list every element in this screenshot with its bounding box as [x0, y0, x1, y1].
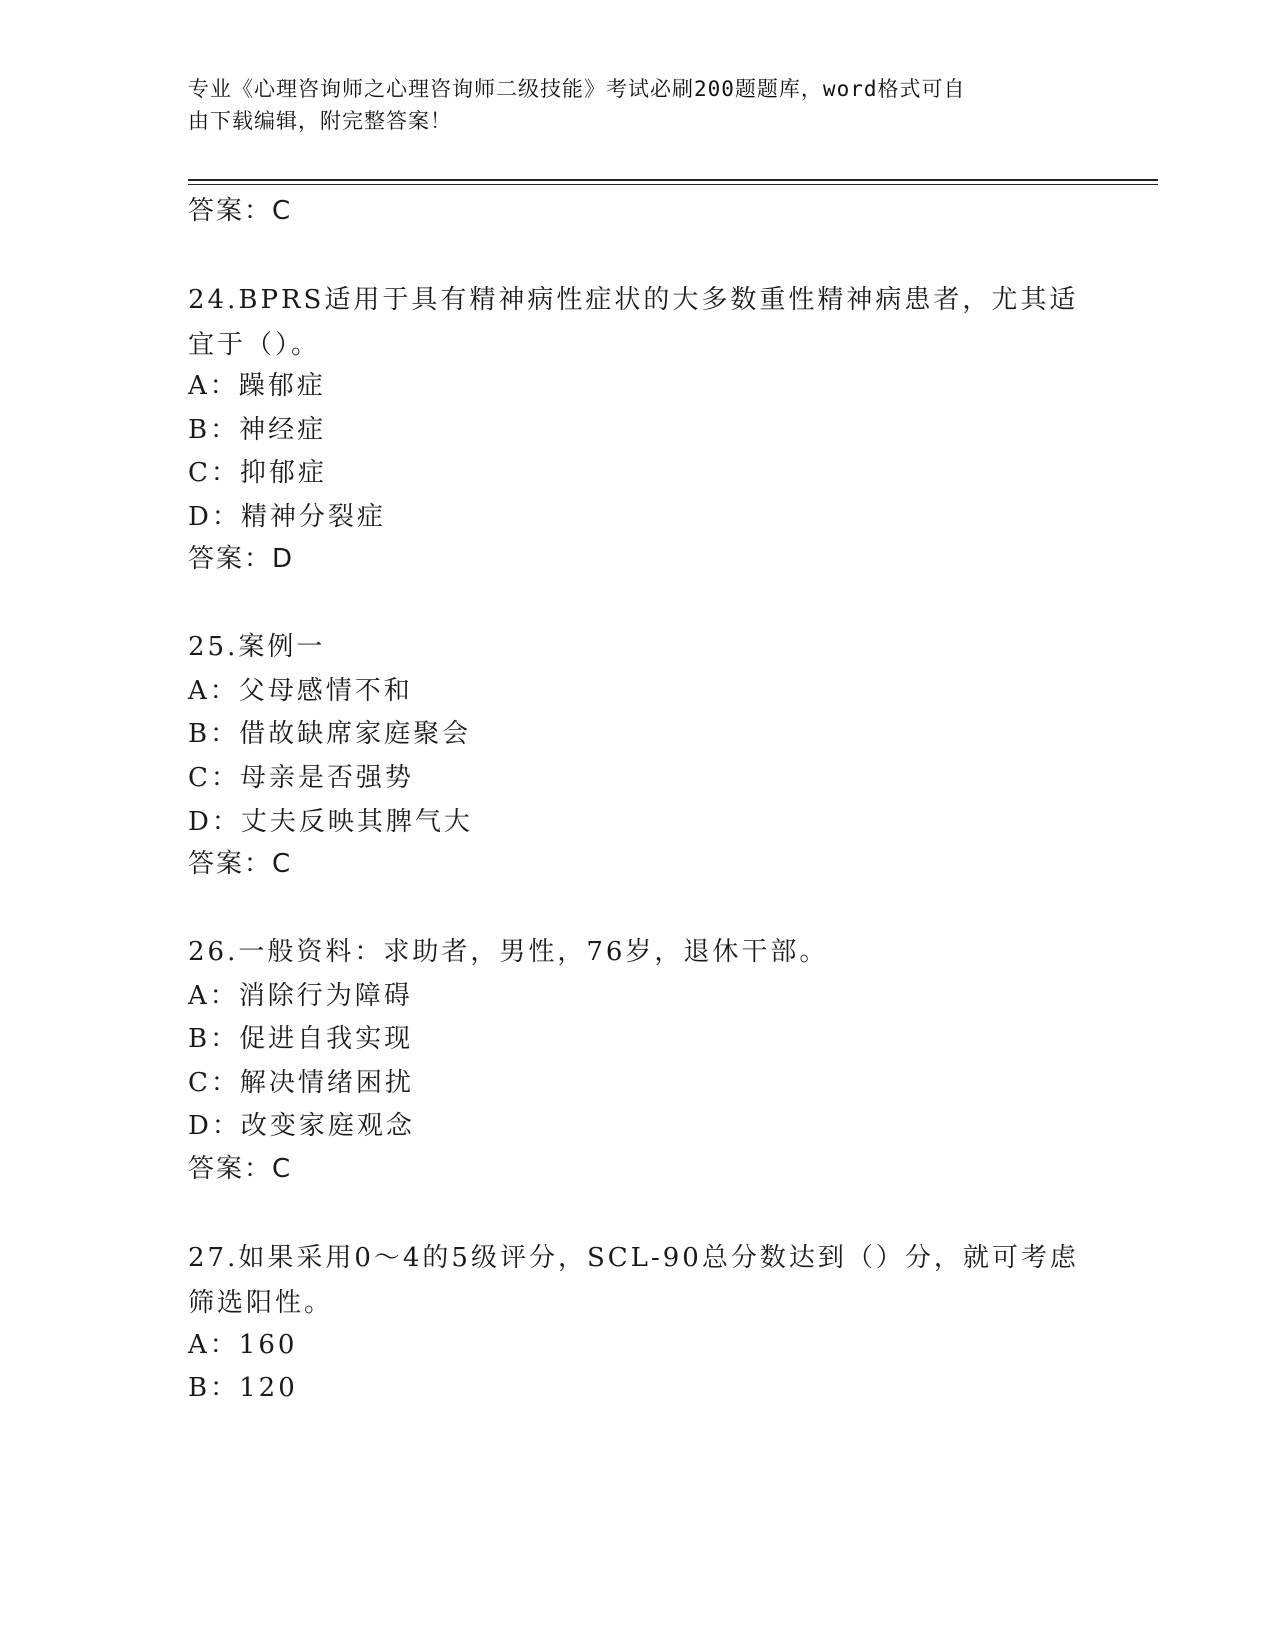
- header-rule-thin: [188, 184, 1158, 185]
- option-c: C：解决情绪困扰: [188, 1068, 414, 1098]
- option-d: D：丈夫反映其脾气大: [188, 807, 473, 837]
- option-b: B：借故缺席家庭聚会: [188, 719, 472, 749]
- option-b: B：120: [188, 1373, 298, 1403]
- header-rule-thick: [188, 179, 1158, 181]
- option-b: B：促进自我实现: [188, 1024, 414, 1054]
- option-a: A：躁郁症: [188, 371, 326, 401]
- answer-line: 答案：C: [188, 196, 293, 226]
- question-text: 25.案例一: [188, 632, 326, 662]
- option-a: A：消除行为障碍: [188, 981, 413, 1011]
- document-header: [188, 73, 1088, 137]
- answer-line: 答案：D: [188, 544, 295, 574]
- option-d: D：精神分裂症: [188, 502, 386, 532]
- option-d: D：改变家庭观念: [188, 1111, 415, 1141]
- option-a: A：160: [188, 1330, 298, 1360]
- question-text: 27.如果采用0～4的5级评分，SCL-90总分数达到（）分，就可考虑筛选阳性。: [188, 1243, 1079, 1318]
- option-c: C：母亲是否强势: [188, 763, 414, 793]
- header-line-1: 专业《心理咨询师之心理咨询师二级技能》考试必刷200题题库，word格式可自: [188, 77, 966, 101]
- answer-line: 答案：C: [188, 849, 293, 879]
- answer-line: 答案：C: [188, 1154, 293, 1184]
- question-text: 24.BPRS适用于具有精神病性症状的大多数重性精神病患者，尤其适宜于（）。: [188, 285, 1079, 360]
- option-c: C：抑郁症: [188, 458, 327, 488]
- header-line-2: 由下载编辑，附完整答案！: [188, 109, 452, 133]
- option-b: B：神经症: [188, 415, 327, 445]
- option-a: A：父母感情不和: [188, 676, 413, 706]
- question-text: 26.一般资料：求助者，男性，76岁，退休干部。: [188, 937, 829, 967]
